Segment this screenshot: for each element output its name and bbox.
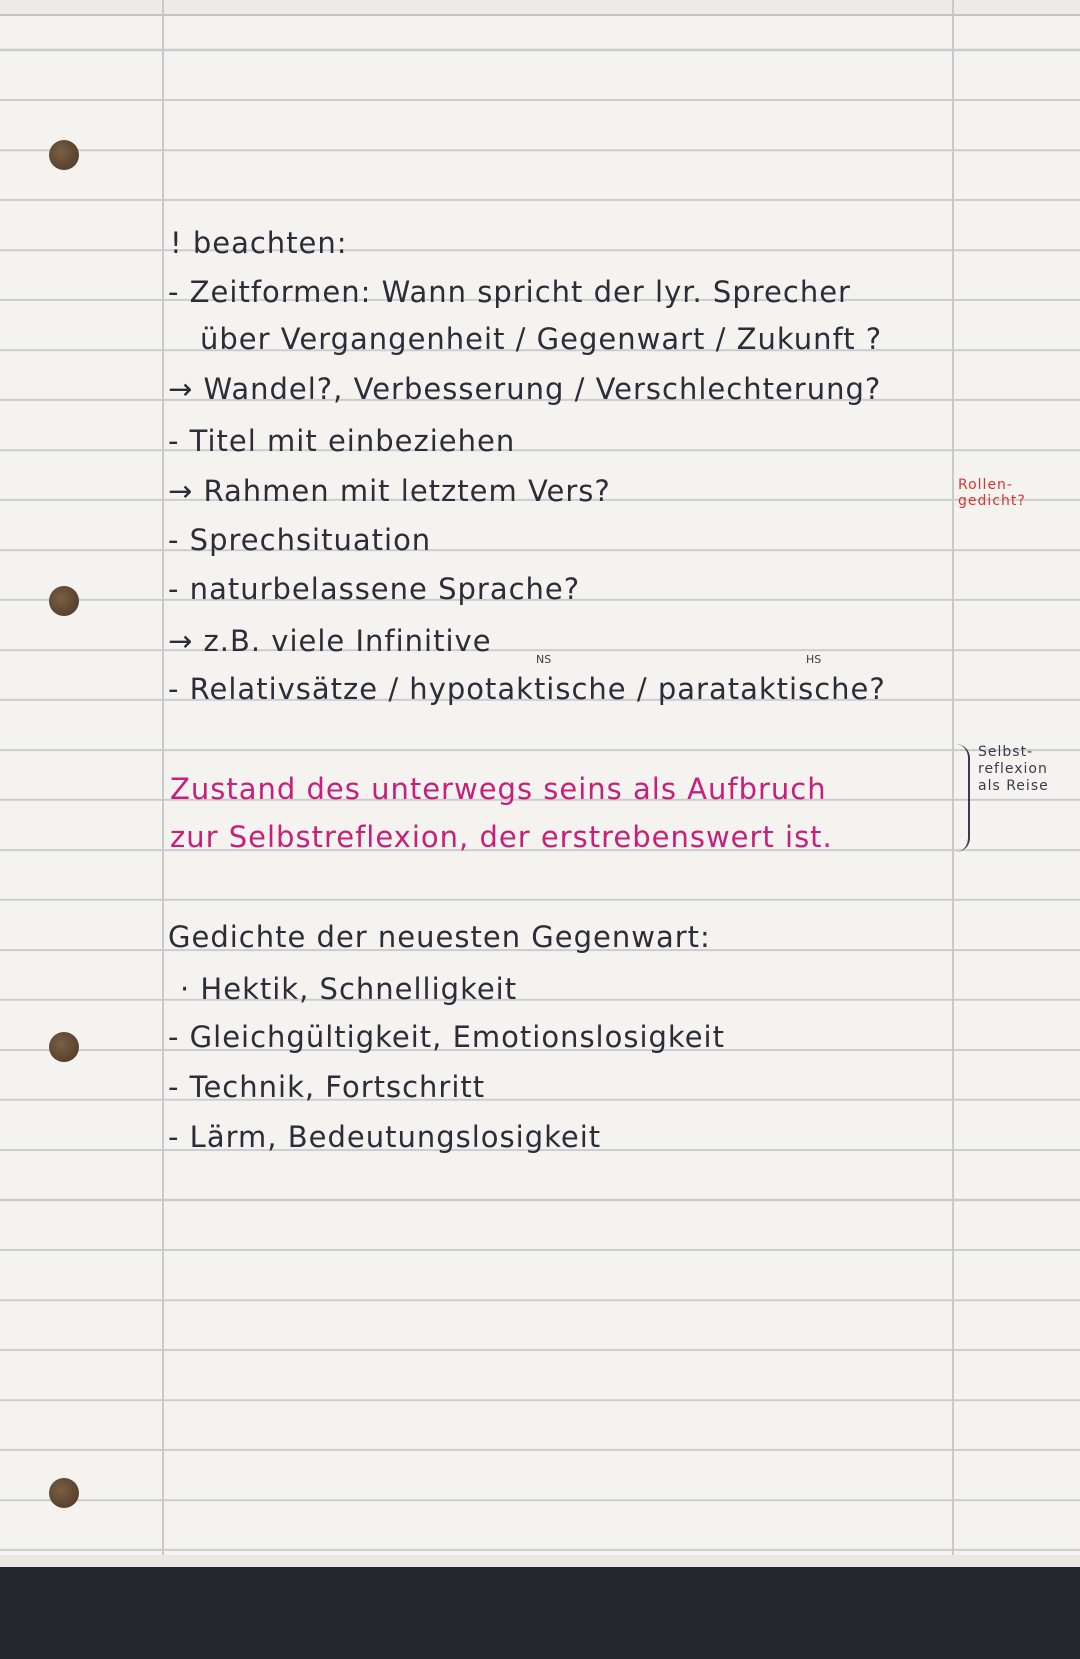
note-line: → z.B. viele Infinitive: [168, 624, 492, 658]
section2-heading: Gedichte der neuesten Gegenwart:: [168, 920, 711, 954]
note-line: → Rahmen mit letztem Vers?: [168, 474, 611, 508]
margin-note-rollen-1: Rollen-: [958, 477, 1013, 493]
note-line: → Wandel?, Verbesserung / Verschlechterung?: [168, 372, 882, 406]
note-line: - Zeitformen: Wann spricht der lyr. Sprecher: [168, 275, 851, 309]
note-line: - Relativsätze / hypotaktische / parataktische?: [168, 672, 886, 706]
punch-hole: [49, 1032, 79, 1062]
section2-line: - Gleichgültigkeit, Emotionslosigkeit: [168, 1020, 725, 1054]
left-margin-line: [162, 0, 164, 1659]
curly-brace: [954, 744, 970, 852]
section2-line: - Technik, Fortschritt: [168, 1070, 486, 1104]
heading-beachten: ! beachten:: [170, 226, 348, 260]
margin-note-rollen-2: gedicht?: [958, 493, 1026, 509]
page-bottom-edge: [0, 1555, 1080, 1567]
ns-mark: NS: [536, 653, 552, 666]
margin-note-selbst-3: als Reise: [978, 778, 1049, 794]
note-line: - Titel mit einbeziehen: [168, 424, 516, 458]
background-strip: [0, 1555, 1080, 1659]
note-line: über Vergangenheit / Gegenwart / Zukunft ?: [200, 322, 883, 356]
hs-mark: HS: [806, 653, 822, 666]
summary-line: Zustand des unterwegs seins als Aufbruch: [170, 772, 827, 806]
punch-hole: [49, 140, 79, 170]
summary-line: zur Selbstreflexion, der erstrebenswert ist.: [170, 820, 833, 854]
margin-note-selbst-1: Selbst-: [978, 744, 1034, 760]
section2-line: - Lärm, Bedeutungslosigkeit: [168, 1120, 602, 1154]
section2-line: · Hektik, Schnelligkeit: [180, 972, 518, 1006]
punch-hole: [49, 586, 79, 616]
note-line: - naturbelassene Sprache?: [168, 572, 581, 606]
margin-note-selbst-2: reflexion: [978, 761, 1048, 777]
note-line: - Sprechsituation: [168, 523, 432, 557]
punch-hole: [49, 1478, 79, 1508]
